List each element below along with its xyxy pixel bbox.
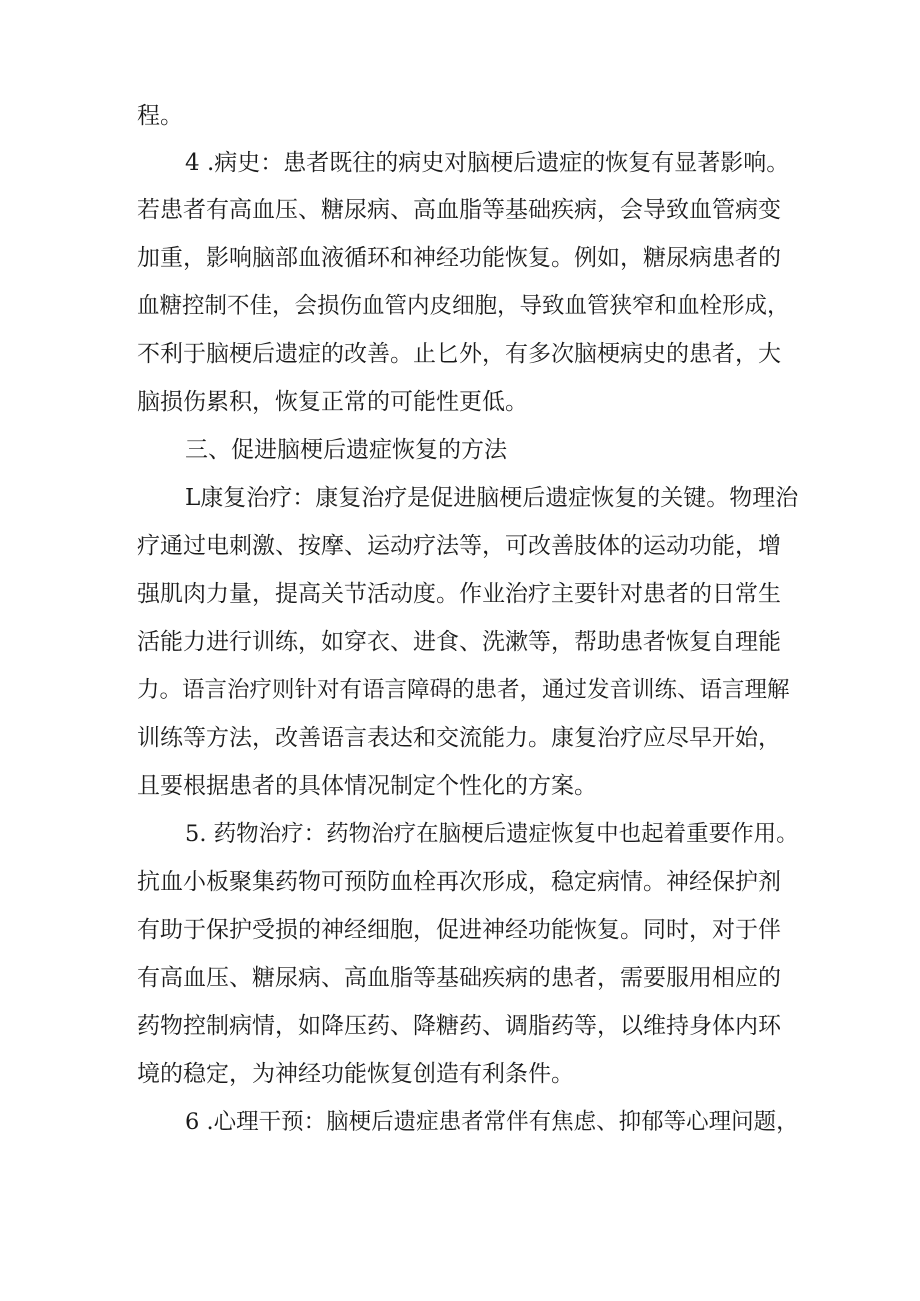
text-line: 若患者有高血压、糖尿病、高血脂等基础疾病，会导致血管病变 xyxy=(137,197,781,223)
text-line: 有高血压、糖尿病、高血脂等基础疾病的患者，需要服用相应的 xyxy=(137,965,781,991)
text-line: 有助于保护受损的神经细胞，促进神经功能恢复。同时，对于伴 xyxy=(137,917,781,943)
text-line: 疗通过电刺激、按摩、运动疗法等，可改善肢体的运动功能，增 xyxy=(137,533,781,559)
text-line: 且要根据患者的具体情况制定个性化的方案。 xyxy=(137,773,597,799)
text-line: 抗血小板聚集药物可预防血栓再次形成，稳定病情。神经保护剂 xyxy=(137,869,781,895)
text-line: 6 .心理干预：脑梗后遗症患者常伴有焦虑、抑郁等心理问题， xyxy=(185,1109,799,1135)
text-line: 血糖控制不佳，会损伤血管内皮细胞，导致血管狭窄和血栓形成， xyxy=(137,293,790,319)
text-line: 不利于脑梗后遗症的改善。止匕外，有多次脑梗病史的患者，大 xyxy=(137,341,781,367)
text-line: 力。语言治疗则针对有语言障碍的患者，通过发音训练、语言理解 xyxy=(137,677,790,703)
text-line: 训练等方法，改善语言表达和交流能力。康复治疗应尽早开始， xyxy=(137,725,781,751)
text-line: 脑损伤累积，恢复正常的可能性更低。 xyxy=(137,389,528,415)
text-line: 药物控制病情，如降压药、降糖药、调脂药等，以维持身体内环 xyxy=(137,1013,781,1039)
text-line: 境的稳定，为神经功能恢复创造有利条件。 xyxy=(137,1061,574,1087)
text-line: 加重，影响脑部血液循环和神经功能恢复。例如，糖尿病患者的 xyxy=(137,245,781,271)
text-line: 强肌肉力量，提高关节活动度。作业治疗主要针对患者的日常生 xyxy=(137,581,781,607)
text-line: 活能力进行训练，如穿衣、进食、洗漱等，帮助患者恢复自理能 xyxy=(137,629,781,655)
section-heading: 三、促进脑梗后遗症恢复的方法 xyxy=(185,437,507,463)
text-line: 5. 药物治疗：药物治疗在脑梗后遗症恢复中也起着重要作用。 xyxy=(185,821,799,847)
text-line: 4 .病史：患者既往的病史对脑梗后遗症的恢复有显著影响。 xyxy=(185,150,790,176)
text-line: 程。 xyxy=(137,103,183,129)
text-line: L康复治疗：康复治疗是促进脑梗后遗症恢复的关键。物理治 xyxy=(185,485,799,511)
